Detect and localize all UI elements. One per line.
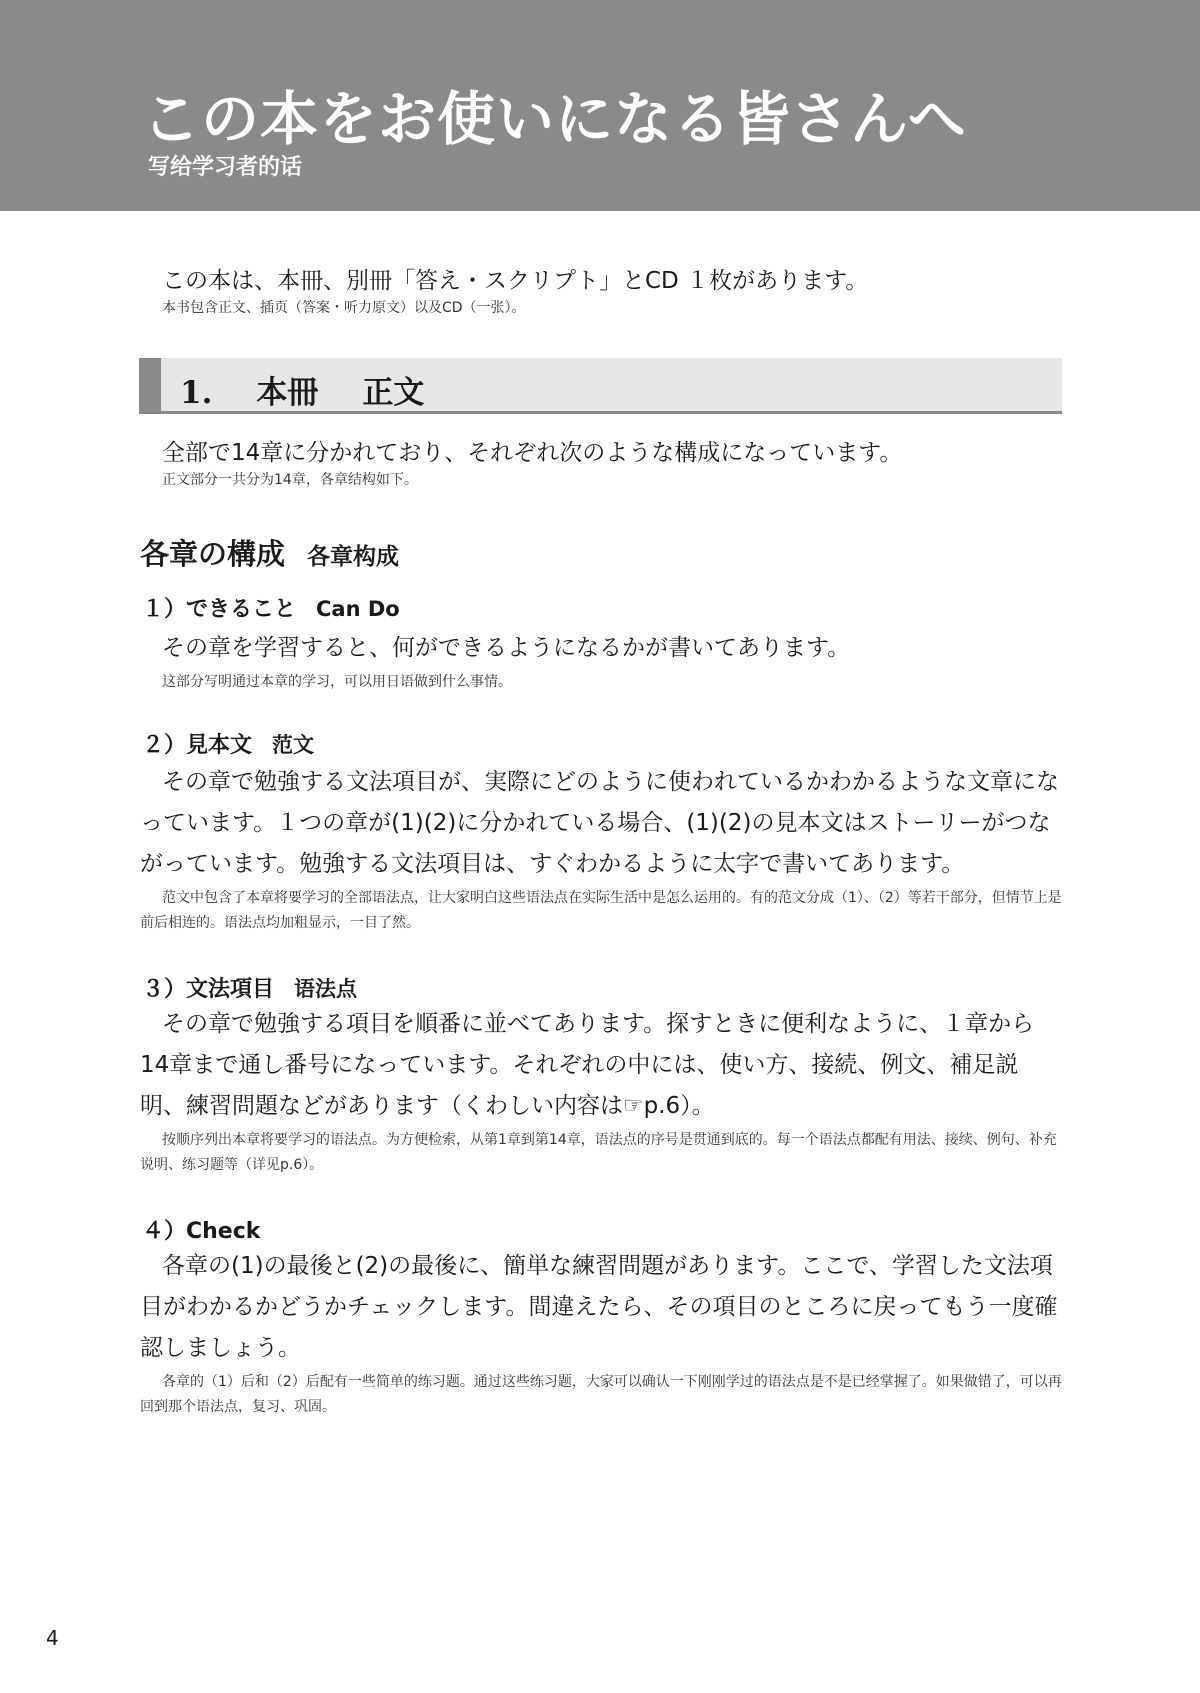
item-3-heading-jp: ３）文法項目 bbox=[142, 977, 275, 1002]
item-1-jp: その章を学習すると、何ができるようになるかが書いてあります。 bbox=[162, 635, 851, 661]
item-1-body bbox=[140, 628, 1062, 695]
item-3-body bbox=[140, 1004, 1062, 1178]
intro-cn: 本书包含正文、插页（答案・听力原文）以及CD（一张）。 bbox=[162, 300, 526, 316]
item-4-heading bbox=[142, 1214, 260, 1245]
chapter-structure-title-cn: 各章构成 bbox=[307, 544, 400, 570]
item-2-heading-jp: ２）見本文 bbox=[142, 733, 253, 758]
item-1-cn: 这部分写明通过本章的学习，可以用日语做到什么事情。 bbox=[162, 674, 512, 690]
item-4-heading-jp: ４）Check bbox=[142, 1219, 261, 1244]
item-4-cn: 各章的（1）后和（2）后配有一些简单的练习题。通过这些练习题，大家可以确认一下刚刚学过的语法点是不是已经掌握了。如果做错了，可以再回到那个语法点，复习、巩固。 bbox=[140, 1374, 1062, 1415]
item-2-body bbox=[140, 762, 1062, 936]
section-1-cn: 正文部分一共分为14章，各章结构如下。 bbox=[162, 472, 418, 488]
item-3-cn: 按顺序列出本章将要学习的语法点。为方便检索，从第1章到第14章，语法点的序号是贯通到底的。每一个语法点都配有用法、接续、例句、补充说明、练习题等（详见p.6）。 bbox=[140, 1132, 1057, 1173]
section-1-title-cn: 正文 bbox=[362, 375, 425, 411]
item-2-cn: 范文中包含了本章将要学习的全部语法点，让大家明白这些语法点在实际生活中是怎么运用的。有的范文分成（1）、（2）等若干部分，但情节上是前后相连的。语法点均加粗显示，一目了然。 bbox=[140, 890, 1062, 931]
item-3-jp: その章で勉強する項目を順番に並べてあります。探すときに便利なように、１章から14章まで通し番号になっています。それぞれの中には、使い方、接続、例文、補足説明、練習問題などがあります（くわしい内容は☞p.6）。 bbox=[140, 1011, 1035, 1119]
item-3-heading-cn: 语法点 bbox=[294, 977, 358, 1001]
page-title: この本をお使いになる皆さんへ bbox=[142, 85, 967, 153]
item-2-jp: その章で勉強する文法項目が、実際にどのように使われているかわかるような文章になっています。１つの章が(1)(2)に分かれている場合、(1)(2)の見本文はストーリーがつながっています。勉強する文法項目は、すぐわかるように太字で書いてあります。 bbox=[140, 769, 1059, 877]
item-3-heading bbox=[142, 972, 357, 1003]
item-2-heading bbox=[142, 728, 314, 759]
item-1-heading-jp: １）できること bbox=[142, 597, 297, 622]
chapter-structure-title-jp: 各章の構成 bbox=[140, 537, 286, 571]
intro-jp: この本は、本冊、別冊「答え・スクリプト」とCD １枚があります。 bbox=[162, 268, 869, 294]
page-number: 4 bbox=[46, 1626, 59, 1650]
section-1-title-jp: 本冊 bbox=[256, 375, 319, 411]
section-1-title bbox=[180, 367, 424, 412]
item-1-heading-en: Can Do bbox=[316, 597, 400, 621]
item-4-jp: 各章の(1)の最後と(2)の最後に、簡単な練習問題があります。ここで、学習した文法項目がわかるかどうかチェックします。間違えたら、その項目のところに戻ってもう一度確認しましょう。 bbox=[140, 1253, 1058, 1361]
section-1-jp: 全部で14章に分かれており、それぞれ次のような構成になっています。 bbox=[162, 440, 903, 466]
section-1-number: 1. bbox=[180, 375, 213, 411]
chapter-structure-heading bbox=[140, 532, 399, 573]
item-1-heading bbox=[142, 592, 400, 623]
page-subtitle: 写给学习者的话 bbox=[148, 155, 303, 180]
item-4-body bbox=[140, 1246, 1062, 1420]
item-2-heading-cn: 范文 bbox=[272, 733, 315, 757]
